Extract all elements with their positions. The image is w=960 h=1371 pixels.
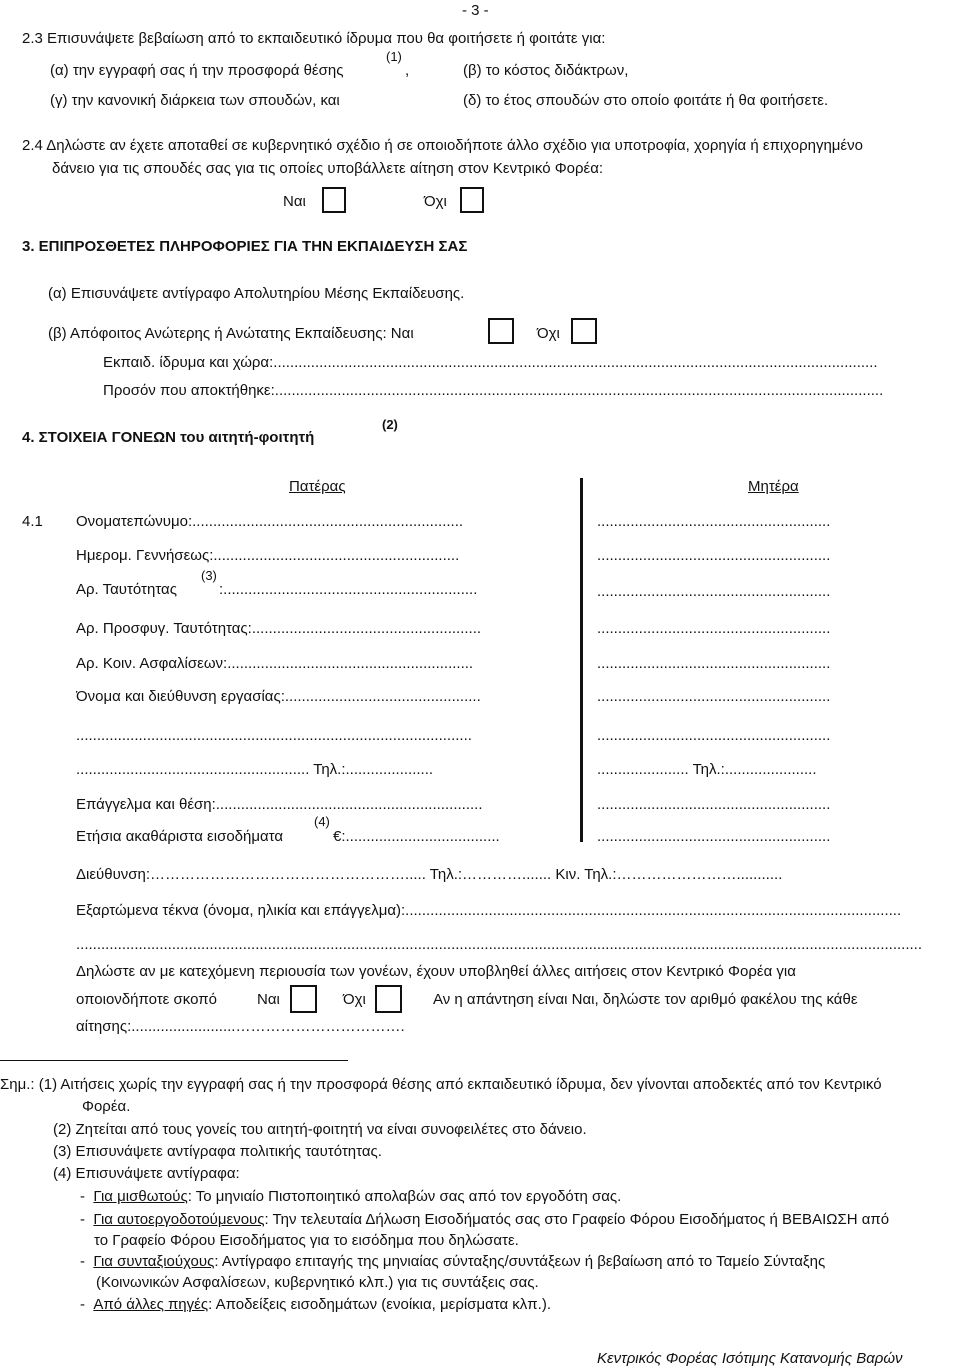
- mother-employer-field[interactable]: ........................................................: [597, 688, 831, 705]
- s3-b: (β) Απόφοιτος Ανώτερης ή Ανώτατης Εκπαίδευσης: Ναι: [48, 325, 414, 342]
- bullet-2-title: Για αυτοεργοδοτούμενους: [93, 1211, 265, 1228]
- mother-occupation-field[interactable]: ........................................................: [597, 796, 831, 813]
- note-4-bullet-3-cont: (Κοινωνικών Ασφαλίσεων, κυβερνητικό κλπ.) για τις συντάξεις σας.: [96, 1274, 539, 1291]
- s4-heading: 4. ΣΤΟΙΧΕΙΑ ΓΟΝΕΩΝ του αιτητή-φοιτητή: [22, 429, 315, 446]
- s3-yes-checkbox[interactable]: [488, 318, 514, 344]
- s2-4-no-label: Όχι: [424, 193, 447, 210]
- s2-3-title: 2.3 Επισυνάψετε βεβαίωση από το εκπαιδευτικό ίδρυμα που θα φοιτήσετε ή φοιτάτε για:: [22, 30, 606, 47]
- note-2: (2) Ζητείται από τους γονείς του αιτητή-φοιτητή να είναι συνοφειλέτες στο δάνειο.: [53, 1121, 587, 1138]
- s3-a: (α) Επισυνάψετε αντίγραφο Απολυτηρίου Μέσης Εκπαίδευσης.: [48, 285, 465, 302]
- s2-4-line1: 2.4 Δηλώστε αν έχετε αποταθεί σε κυβερνητικό σχέδιο ή σε οποιοδήποτε άλλο σχέδιο για υποτροφία, χορηγία ή επιχορηγημένο: [22, 137, 863, 154]
- degree-field[interactable]: Προσόν που αποκτήθηκε:..................................................................................................................................................: [103, 382, 884, 399]
- property-declaration-suffix: Αν η απάντηση είναι Ναι, δηλώστε τον αριθμό φακέλου της κάθε: [433, 991, 858, 1008]
- father-column-header: Πατέρας: [289, 478, 346, 495]
- note-1: Σημ.: (1) Αιτήσεις χωρίς την εγγραφή σας ή την προσφορά θέσης από εκπαιδευτικό ίδρυμα, δεν γίνονται αποδεκτές από τον Κεντρικό: [0, 1076, 882, 1093]
- s2-4-yes-checkbox[interactable]: [322, 187, 346, 213]
- mother-tel-field[interactable]: ...................... Τηλ.:......................: [597, 761, 817, 778]
- bullet-4-title: Από άλλες πηγές: [93, 1296, 209, 1313]
- s2-4-line2: δάνειο για τις σπουδές σας για τις οποίες υποβάλλετε αίτηση στον Κεντρικό Φορέα:: [52, 160, 604, 177]
- bullet-2-text: : Την τελευταία Δήλωση Εισοδήματός σας στο Γραφείο Φόρου Εισοδήματος ή ΒΕΒΑΙΩΣΗ από: [264, 1211, 890, 1228]
- father-occupation-field[interactable]: Επάγγελμα και θέση:................................................................: [76, 796, 483, 813]
- father-income-label: Ετήσια ακαθάριστα εισοδήματα: [76, 828, 284, 845]
- note-1-cont: Φορέα.: [82, 1098, 131, 1115]
- father-employer-field[interactable]: Όνομα και διεύθυνση εργασίας:...............................................: [76, 688, 481, 705]
- father-refugee-id-field[interactable]: Αρ. Προσφυγ. Ταυτότητας:.......................................................: [76, 620, 482, 637]
- s2-3-d: (δ) το έτος σπουδών στο οποίο φοιτάτε ή θα φοιτήσετε.: [463, 92, 829, 109]
- mother-refugee-id-field[interactable]: ........................................................: [597, 620, 831, 637]
- s3-no-checkbox[interactable]: [571, 318, 597, 344]
- mother-employer-line2[interactable]: ........................................................: [597, 727, 831, 744]
- father-income-field[interactable]: €:.....................................: [333, 828, 500, 845]
- bullet-3-text: : Αντίγραφο επιταγής της μηνιαίας σύνταξης/συντάξεων ή βεβαίωση από το Ταμείο Σύνταξης: [214, 1253, 826, 1270]
- application-numbers-field[interactable]: αίτησης:.........................…………………………….: [76, 1018, 405, 1035]
- mother-name-field[interactable]: ........................................................: [597, 513, 831, 530]
- s4-heading-footnote: (2): [382, 417, 398, 432]
- property-declaration-prefix: οποιονδήποτε σκοπό: [76, 991, 217, 1008]
- s2-3-a-footnote: (1): [386, 49, 402, 64]
- children-field[interactable]: Εξαρτώμενα τέκνα (όνομα, ηλικία και επάγγελμα):.......................................................................................................................: [76, 902, 902, 919]
- s2-3-b: (β) το κόστος διδάκτρων,: [463, 62, 629, 79]
- s4-1-number: 4.1: [22, 513, 43, 530]
- bullet-4-text: : Αποδείξεις εισοδημάτων (ενοίκια, μερίσματα κλπ.).: [208, 1296, 551, 1313]
- page-number: - 3 -: [462, 2, 489, 19]
- income-footnote: (4): [314, 814, 330, 829]
- note-4-bullet-2-cont: το Γραφείο Φόρου Εισοδήματος για το εισόδημα που δηλώσατε.: [94, 1232, 519, 1249]
- address-field[interactable]: Διεύθυνση:……………………………………………..... Τηλ.:…………....... Κιν. Τηλ.:……………………...........: [76, 866, 783, 883]
- footnote-separator: [0, 1060, 348, 1061]
- father-tel-field[interactable]: ........................................................ Τηλ.:.....................: [76, 761, 434, 778]
- bullet-3-title: Για συνταξιούχους: [93, 1253, 215, 1270]
- note-4-bullet-2: - Για αυτοεργοδοτούμενους: Την τελευταία Δήλωση Εισοδήματός σας στο Γραφείο Φόρου Εισοδήματος ή ΒΕΒΑΙΩΣΗ από: [80, 1211, 890, 1228]
- father-dob-field[interactable]: Ημερομ. Γεννήσεως:...........................................................: [76, 547, 460, 564]
- property-no-checkbox[interactable]: [375, 985, 402, 1013]
- id-footnote: (3): [201, 568, 217, 583]
- note-4-bullet-4: - Από άλλες πηγές: Αποδείξεις εισοδημάτων (ενοίκια, μερίσματα κλπ.).: [80, 1296, 551, 1313]
- mother-income-field[interactable]: ........................................................: [597, 828, 831, 845]
- property-yes-label: Ναι: [257, 991, 280, 1008]
- s2-4-yes-label: Ναι: [283, 193, 306, 210]
- father-employer-line2[interactable]: ...............................................................................................: [76, 727, 472, 744]
- s2-3-a: (α) την εγγραφή σας ή την προσφορά θέσης: [50, 62, 344, 79]
- father-name-field[interactable]: Ονοματεπώνυμο:.................................................................: [76, 513, 464, 530]
- father-insurance-field[interactable]: Αρ. Κοιν. Ασφαλίσεων:...........................................................: [76, 655, 474, 672]
- s2-4-no-checkbox[interactable]: [460, 187, 484, 213]
- note-3: (3) Επισυνάψετε αντίγραφα πολιτικής ταυτότητας.: [53, 1143, 382, 1160]
- mother-id-field[interactable]: ........................................................: [597, 583, 831, 600]
- mother-column-header: Μητέρα: [748, 478, 799, 495]
- note-4-bullet-3: - Για συνταξιούχους: Αντίγραφο επιταγής της μηνιαίας σύνταξης/συντάξεων ή βεβαίωση από το Ταμείο Σύνταξης: [80, 1253, 826, 1270]
- mother-dob-field[interactable]: ........................................................: [597, 547, 831, 564]
- column-divider: [580, 478, 583, 842]
- note-4: (4) Επισυνάψετε αντίγραφα:: [53, 1165, 240, 1182]
- s2-3-a-comma: ,: [405, 62, 410, 79]
- note-4-bullet-1: - Για μισθωτούς: Το μηνιαίο Πιστοποιητικό απολαβών σας από τον εργοδότη σας.: [80, 1188, 622, 1205]
- property-declaration-line1: Δηλώστε αν με κατεχόμενη περιουσία των γονέων, έχουν υποβληθεί άλλες αιτήσεις στον Κεντρικό Φορέα για: [76, 963, 796, 980]
- footer-organization: Κεντρικός Φορέας Ισότιμης Κατανομής Βαρών: [597, 1350, 903, 1367]
- father-id-field[interactable]: :.............................................................: [219, 581, 478, 598]
- institution-field[interactable]: Εκπαιδ. ίδρυμα και χώρα:.................................................................................................................................................: [103, 354, 878, 371]
- property-yes-checkbox[interactable]: [290, 985, 317, 1013]
- property-no-label: Όχι: [343, 991, 366, 1008]
- children-field-line2[interactable]: ...........................................................................................................................................................................................................: [76, 936, 922, 953]
- bullet-1-title: Για μισθωτούς: [93, 1188, 188, 1205]
- s2-3-c: (γ) την κανονική διάρκεια των σπουδών, και: [50, 92, 340, 109]
- bullet-1-text: : Το μηνιαίο Πιστοποιητικό απολαβών σας από τον εργοδότη σας.: [187, 1188, 622, 1205]
- s3-heading: 3. ΕΠΙΠΡΟΣΘΕΤΕΣ ΠΛΗΡΟΦΟΡΙΕΣ ΓΙΑ ΤΗΝ ΕΚΠΑΙΔΕΥΣΗ ΣΑΣ: [22, 238, 468, 255]
- s3-no-label: Όχι: [537, 325, 560, 342]
- father-id-label: Αρ. Ταυτότητας: [76, 581, 177, 598]
- mother-insurance-field[interactable]: ........................................................: [597, 655, 831, 672]
